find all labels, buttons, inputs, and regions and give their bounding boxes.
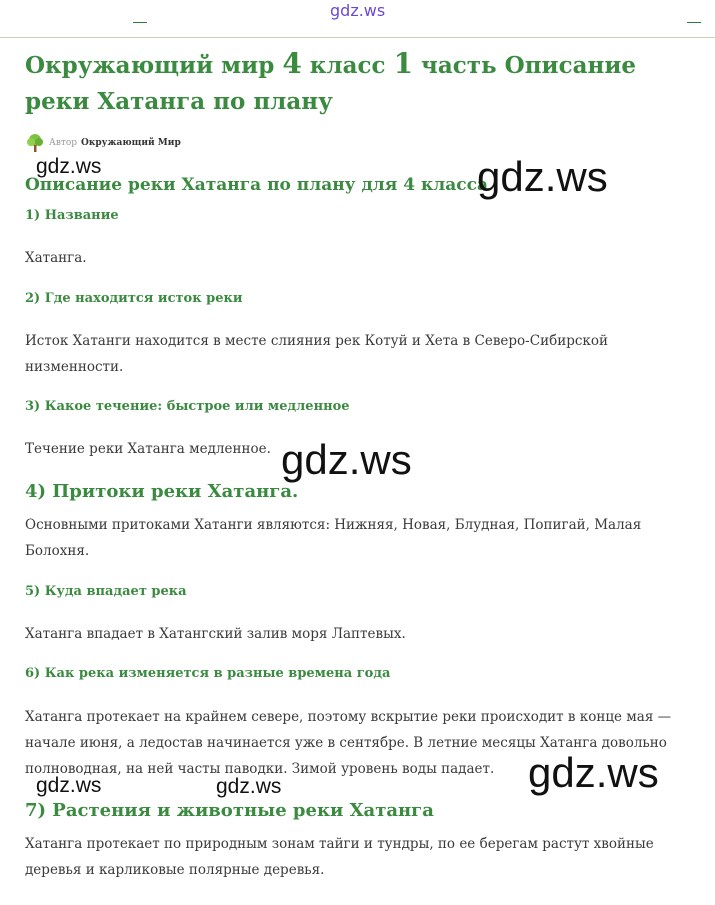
section-heading: 4) Притоки реки Хатанга. xyxy=(25,481,299,502)
top-bar xyxy=(0,0,715,38)
nav-dash-left[interactable] xyxy=(133,22,147,23)
section-text: Течение реки Хатанга медленное. xyxy=(25,441,271,457)
section-heading: 3) Какое течение: быстрое или медленное xyxy=(25,399,350,414)
section-text: Хатанга впадает в Хатангский залив моря Лаптевых. xyxy=(25,626,406,642)
author-line xyxy=(25,133,181,153)
section-text: Основными притоками Хатанги являются: Нижняя, Новая, Блудная, Попигай, Малая Болохня. xyxy=(25,517,642,559)
section-text: Хатанга. xyxy=(25,250,87,266)
author-prefix: Автор xyxy=(49,138,78,148)
watermark: gdz.ws xyxy=(36,774,102,797)
author-name[interactable]: Окружающий Мир xyxy=(81,138,181,148)
watermark: gdz.ws xyxy=(528,749,659,796)
watermark: gdz.ws xyxy=(477,153,608,200)
section-text: Хатанга протекает на крайнем севере, поэтому вскрытие реки происходит в конце мая — начале июня, а ледостав начинается уже в сентябре. В летние месяцы Хатанга довольно полноводная, на ней часты паводки. Зимой уровень воды падает. xyxy=(25,709,672,777)
site-logo[interactable]: gdz.ws xyxy=(330,1,386,20)
section-heading: 1) Название xyxy=(25,208,119,223)
page-title: Окружающий мир 4 класс 1 часть Описание реки Хатанга по плану xyxy=(25,47,637,115)
section-text: Хатанга протекает по природным зонам тайги и тундры, по ее берегам растут хвойные деревья и карликовые полярные деревья. xyxy=(25,836,654,878)
main-heading: Описание реки Хатанга по плану для 4 класса xyxy=(25,175,488,195)
watermark: gdz.ws xyxy=(216,775,282,798)
section-heading: 2) Где находится исток реки xyxy=(25,291,243,306)
tree-icon xyxy=(25,133,45,153)
nav-dash-right[interactable] xyxy=(687,22,701,23)
section-heading: 6) Как река изменяется в разные времена года xyxy=(25,666,391,681)
section-text: Исток Хатанги находится в месте слияния рек Котуй и Хета в Северо-Сибирской низменности. xyxy=(25,333,608,375)
section-heading: 7) Растения и животные реки Хатанга xyxy=(25,800,434,821)
watermark: gdz.ws xyxy=(36,155,102,178)
watermark: gdz.ws xyxy=(281,436,412,483)
section-heading: 5) Куда впадает река xyxy=(25,584,187,599)
